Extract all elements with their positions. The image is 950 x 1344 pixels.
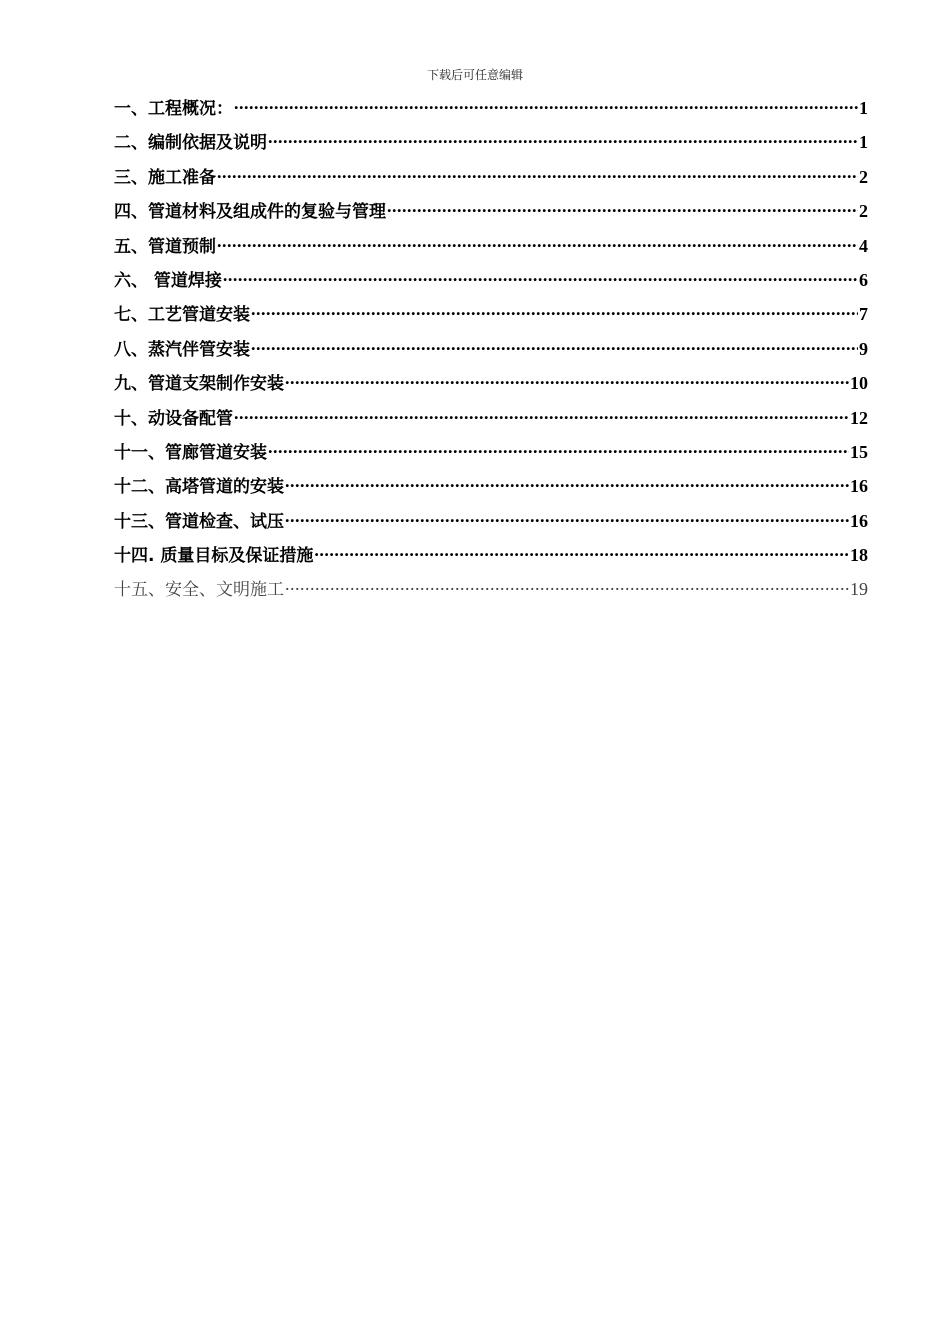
toc-entry-6[interactable]: [114, 266, 868, 300]
toc-entry-15[interactable]: [114, 575, 868, 609]
toc-dot-leader: [234, 406, 849, 424]
toc-entry-title: 十一、管廊管道安装: [114, 442, 267, 463]
toc-dot-leader: [314, 543, 849, 561]
toc-entry-page: 15: [850, 441, 868, 462]
toc-dot-leader: [217, 234, 858, 252]
toc-dot-leader: [223, 268, 858, 286]
toc-entry-13[interactable]: [114, 507, 868, 541]
toc-entry-title: 十五、安全、文明施工: [114, 580, 284, 601]
toc-dot-leader: [251, 337, 858, 355]
toc-dot-leader: [285, 509, 849, 527]
toc-dot-leader: [268, 440, 849, 458]
toc-entry-title: 四、管道材料及组成件的复验与管理: [114, 202, 386, 223]
toc-entry-page: 4: [859, 235, 868, 256]
toc-entry-page: 9: [859, 338, 868, 359]
toc-entry-12[interactable]: [114, 472, 868, 506]
toc-entry-2[interactable]: [114, 128, 868, 162]
toc-dot-leader: [285, 577, 849, 595]
toc-entry-page: 7: [859, 304, 868, 325]
toc-entry-11[interactable]: [114, 438, 868, 472]
toc-entry-page: 1: [859, 132, 868, 153]
toc-entry-9[interactable]: [114, 369, 868, 403]
toc-entry-5[interactable]: [114, 232, 868, 266]
toc-entry-7[interactable]: [114, 300, 868, 334]
toc-entry-page: 19: [850, 579, 868, 600]
toc-entry-title: 九、管道支架制作安装: [114, 374, 284, 395]
toc-entry-title: 五、管道预制: [114, 236, 216, 257]
toc-entry-title: 一、工程概况：: [114, 99, 233, 119]
toc-entry-8[interactable]: [114, 335, 868, 369]
toc-entry-1[interactable]: [114, 94, 868, 128]
toc-entry-page: 18: [850, 545, 868, 566]
toc-entry-title: 八、蒸汽伴管安装: [114, 339, 250, 360]
table-of-contents: [114, 94, 868, 610]
toc-entry-page: 6: [859, 269, 868, 290]
toc-dot-leader: [251, 302, 858, 320]
toc-entry-page: 2: [859, 166, 868, 187]
toc-dot-leader: [285, 474, 849, 492]
toc-entry-title: 十二、高塔管道的安装: [114, 477, 284, 498]
toc-dot-leader: [234, 96, 858, 114]
toc-entry-page: 16: [850, 510, 868, 531]
toc-entry-page: 12: [850, 407, 868, 428]
toc-entry-page: 1: [859, 98, 868, 118]
toc-entry-14[interactable]: [114, 541, 868, 575]
toc-dot-leader: [268, 130, 858, 148]
toc-dot-leader: [285, 371, 849, 389]
toc-entry-10[interactable]: [114, 404, 868, 438]
toc-entry-title: 十三、管道检查、试压: [114, 511, 284, 532]
toc-entry-page: 10: [850, 373, 868, 394]
toc-entry-title: 十、动设备配管: [114, 408, 233, 429]
toc-dot-leader: [217, 165, 858, 183]
toc-entry-title: 十四. 质量目标及保证措施: [114, 546, 314, 567]
toc-entry-title: 七、工艺管道安装: [114, 305, 250, 326]
toc-entry-page: 16: [850, 476, 868, 497]
toc-entry-title: 二、编制依据及说明: [114, 133, 267, 154]
toc-entry-title: 三、施工准备: [114, 167, 216, 188]
header-note: 下载后可任意编辑: [426, 68, 523, 82]
toc-dot-leader: [387, 199, 858, 217]
toc-entry-page: 2: [859, 201, 868, 222]
toc-entry-3[interactable]: [114, 163, 868, 197]
toc-entry-title: 六、 管道焊接: [114, 270, 222, 291]
toc-entry-4[interactable]: [114, 197, 868, 231]
